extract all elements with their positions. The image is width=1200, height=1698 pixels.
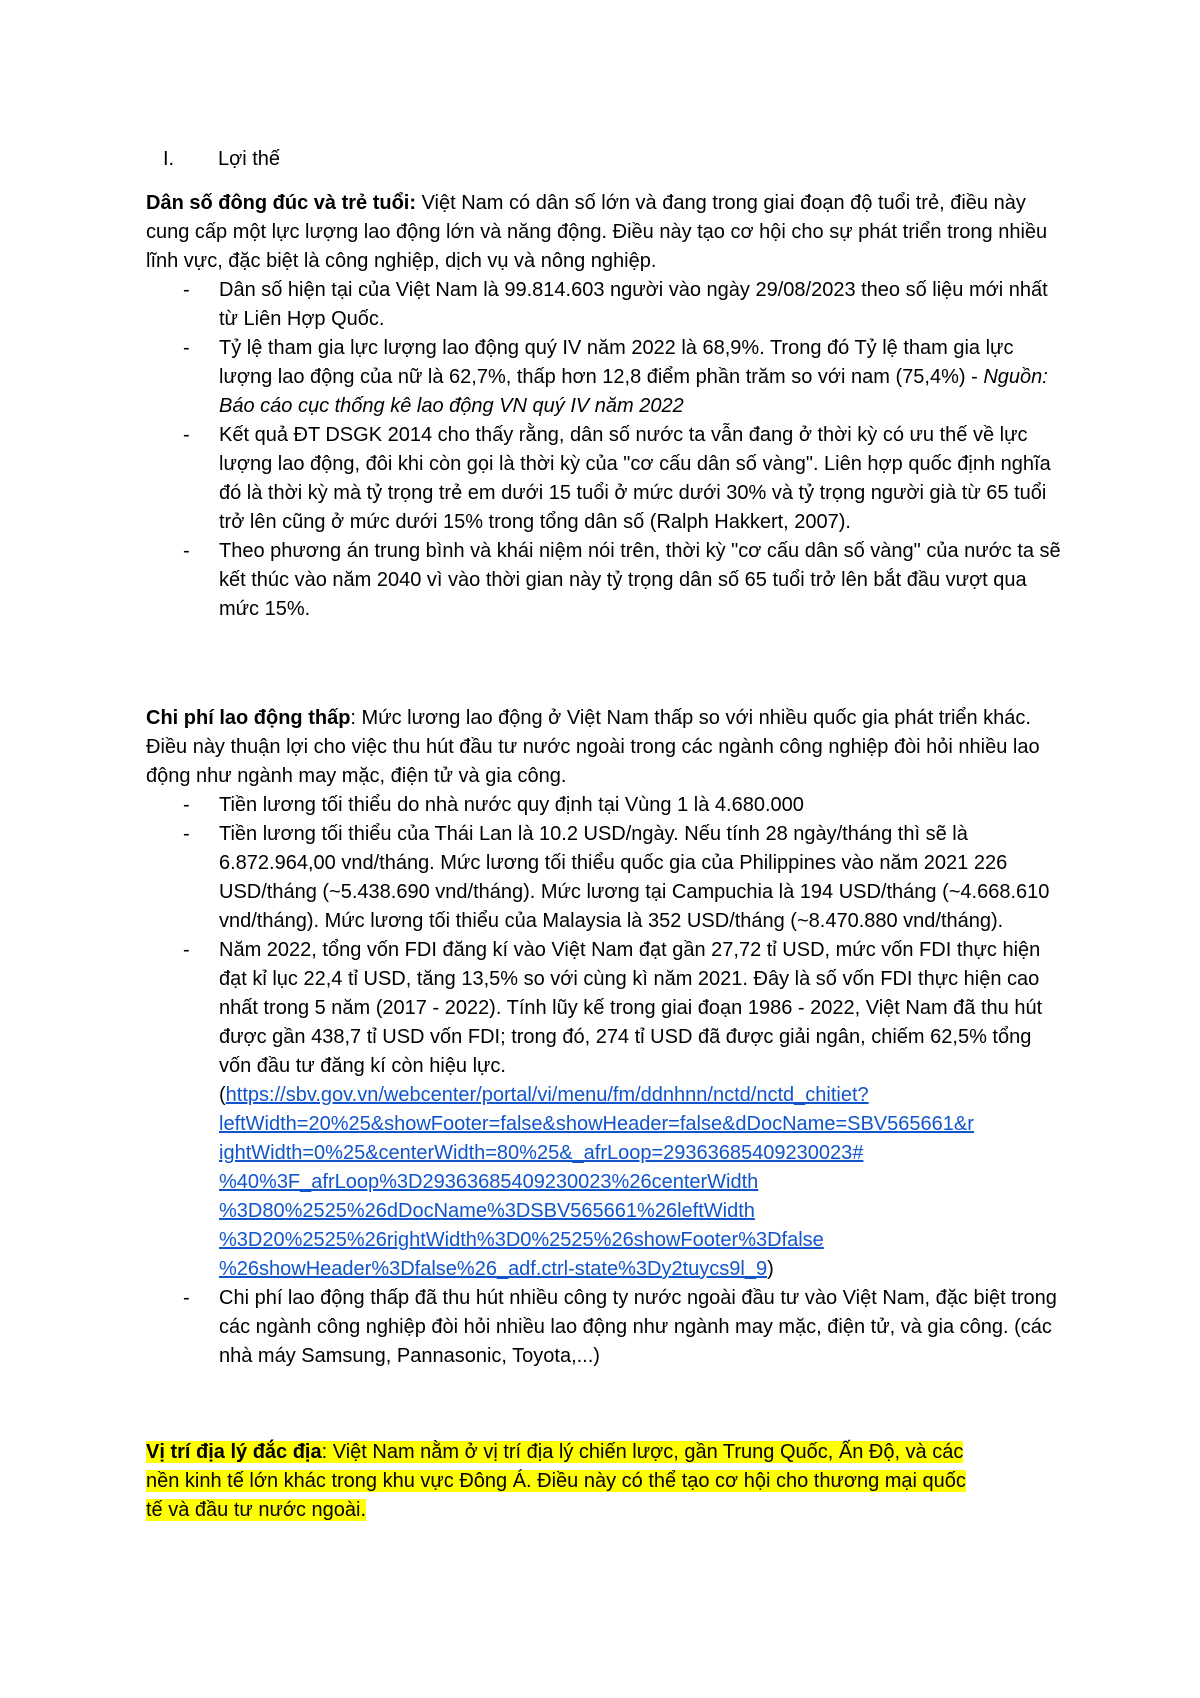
link-line: %3D80%2525%26dDocName%3DSBV565661%26leftWidth	[219, 1200, 755, 1222]
bullet-text: Dân số hiện tại của Việt Nam là 99.814.603 người vào ngày 29/08/2023 theo số liệu mới nhất từ Liên Hợp Quốc.	[219, 279, 1048, 330]
section-population	[146, 189, 1066, 624]
bullet-text: Tiền lương tối thiểu do nhà nước quy định tại Vùng 1 là 4.680.000	[219, 794, 804, 816]
heading-number: I.	[163, 148, 175, 170]
labor-cost-bullet-list	[146, 791, 1066, 1371]
list-item	[146, 1284, 1066, 1371]
bullet-text: Tiền lương tối thiểu của Thái Lan là 10.2 USD/ngày. Nếu tính 28 ngày/tháng thì sẽ là 6.872.964,00 vnd/tháng. Mức lương tối thiểu quốc gia của Philippines vào năm 2021 226 USD/tháng (~5.438.690 vnd/tháng). Mức lương tại Campuchia là 194 USD/tháng (~4.668.610 vnd/tháng). Mức lương tối thiểu của Malaysia là 352 USD/tháng (~8.470.880 vnd/tháng).	[219, 823, 1050, 932]
population-intro: Việt Nam có dân số lớn và đang trong giai đoạn độ tuổi trẻ, điều này cung cấp một lực lượng lao động lớn và năng động. Điều này tạo cơ hội cho sự phát triển trong nhiều lĩnh vực, đặc biệt là công nghiệp, dịch vụ và nông nghiệp.	[146, 192, 1048, 272]
bullet-text: Kết quả ĐT DSGK 2014 cho thấy rằng, dân số nước ta vẫn đang ở thời kỳ có ưu thế về lực lượng lao động, đôi khi còn gọi là thời kỳ của "cơ cấu dân số vàng". Liên hợp quốc định nghĩa đó là thời kỳ mà tỷ trọng trẻ em dưới 15 tuổi ở mức dưới 30% và tỷ trọng người già từ 65 tuổi trở lên cũng ở mức dưới 15% trong tổng dân số (Ralph Hakkert, 2007).	[219, 424, 1051, 533]
link-line: ightWidth=0%25&centerWidth=80%25&_afrLoop=29363685409230023#	[219, 1142, 864, 1164]
bullet-text: Chi phí lao động thấp đã thu hút nhiều công ty nước ngoài đầu tư vào Việt Nam, đặc biệt trong các ngành công nghiệp đòi hỏi nhiều lao động như ngành may mặc, điện tử, và gia công. (các nhà máy Samsung, Pannasonic, Toyota,...)	[219, 1287, 1057, 1367]
link-line: %3D20%2525%26rightWidth%3D0%2525%26showFooter%3Dfalse	[219, 1229, 824, 1251]
heading-title: Lợi thế	[218, 148, 281, 170]
link-close-paren: )	[767, 1258, 774, 1280]
section-heading	[163, 144, 280, 174]
location-paragraph	[146, 1438, 1066, 1525]
bullet-text: Tỷ lệ tham gia lực lượng lao động quý IV năm 2022 là 68,9%. Trong đó Tỷ lệ tham gia lực lượng lao động của nữ là 62,7%, thấp hơn 12,8 điểm phần trăm so với nam (75,4%) -	[219, 337, 1014, 388]
list-item	[146, 791, 1066, 820]
link-open-paren: (	[219, 1084, 226, 1106]
section-location	[146, 1438, 1066, 1525]
list-item	[146, 334, 1066, 421]
population-bullet-list	[146, 276, 1066, 624]
labor-cost-title: Chi phí lao động thấp	[146, 707, 351, 729]
population-title: Dân số đông đúc và trẻ tuổi:	[146, 192, 417, 214]
link-line: leftWidth=20%25&showFooter=false&showHeader=false&dDocName=SBV565661&r	[219, 1113, 974, 1135]
source-link[interactable]	[219, 1084, 974, 1280]
bullet-text: Theo phương án trung bình và khái niệm nói trên, thời kỳ "cơ cấu dân số vàng" của nước ta sẽ kết thúc vào năm 2040 vì vào thời gian này tỷ trọng dân số 65 tuổi trở lên bắt đầu vượt qua mức 15%.	[219, 540, 1061, 620]
list-item	[146, 421, 1066, 537]
link-line: https://sbv.gov.vn/webcenter/portal/vi/menu/fm/ddnhnn/nctd/nctd_chitiet?	[225, 1084, 869, 1106]
list-item	[146, 820, 1066, 936]
labor-cost-intro: : Mức lương lao động ở Việt Nam thấp so với nhiều quốc gia phát triển khác. Điều này thuận lợi cho việc thu hút đầu tư nước ngoài trong các ngành công nghiệp đòi hỏi nhiều lao động như ngành may mặc, điện tử và gia công.	[146, 707, 1040, 787]
bullet-text: Năm 2022, tổng vốn FDI đăng kí vào Việt Nam đạt gần 27,72 tỉ USD, mức vốn FDI thực hiện đạt kỉ lục 22,4 tỉ USD, tăng 13,5% so với cùng kì năm 2021. Đây là số vốn FDI thực hiện cao nhất trong 5 năm (2017 - 2022). Tính lũy kế trong giai đoạn 1986 - 2022, Việt Nam đã thu hút được gần 438,7 tỉ USD vốn FDI; trong đó, 274 tỉ USD đã được giải ngân, chiếm 62,5% tổng vốn đầu tư đăng kí còn hiệu lực.	[219, 939, 1043, 1077]
list-item	[146, 537, 1066, 624]
labor-cost-paragraph	[146, 704, 1066, 791]
population-paragraph	[146, 189, 1066, 276]
section-labor-cost	[146, 704, 1066, 1371]
list-item	[146, 936, 1066, 1284]
link-line: %26showHeader%3Dfalse%26_adf.ctrl-state%3Dy2tuycs9l_9	[219, 1258, 768, 1280]
location-line-1: : Việt Nam nằm ở vị trí địa lý chiến lược, gần Trung Quốc, Ấn Độ, và các	[321, 1441, 964, 1463]
location-line-3: tế và đầu tư nước ngoài.	[146, 1499, 367, 1521]
list-item	[146, 276, 1066, 334]
location-title: Vị trí địa lý đắc địa	[146, 1441, 322, 1463]
source-citation: Nguồn: Báo cáo cục thống kê lao động VN quý IV năm 2022	[219, 366, 1048, 417]
location-line-2: nền kinh tế lớn khác trong khu vực Đông Á. Điều này có thể tạo cơ hội cho thương mại quốc	[146, 1470, 966, 1492]
link-line: %40%3F_afrLoop%3D29363685409230023%26centerWidth	[219, 1171, 759, 1193]
